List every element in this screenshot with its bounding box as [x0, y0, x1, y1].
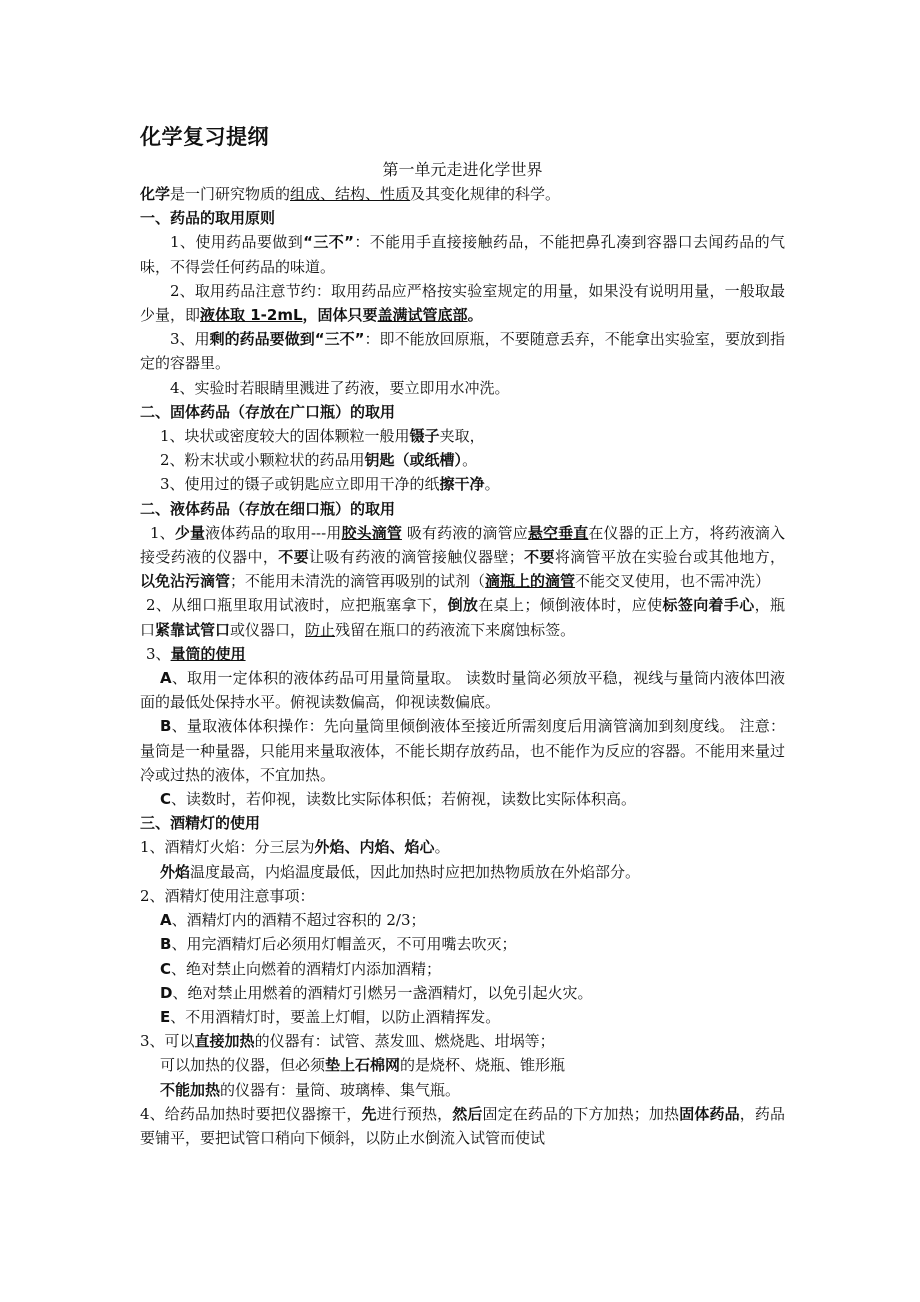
- document-title: 化学复习提纲: [140, 125, 269, 149]
- sec3-rule-2: 2、从细口瓶里取用试液时，应把瓶塞拿下，倒放在桌上；倾倒液体时，应使标签向着手心，瓶口紧靠试管口或仪器口，防止残留在瓶口的药液流下来腐蚀标签。: [140, 596, 785, 639]
- sec2-rule-1: 1、块状或密度较大的固体颗粒一般用镊子夹取，: [160, 427, 485, 446]
- unit-title: 第一单元走进化学世界: [382, 160, 543, 179]
- sec4-rule-4: 4、给药品加热时要把仪器擦干，先进行预热，然后固定在药品的下方加热；加热固体药品，药品要铺平，要把试管口稍向下倾斜，以防止水倒流入试管而使试: [140, 1104, 785, 1147]
- sec2-rule-3: 3、使用过的镊子或钥匙应立即用干净的纸擦干净。: [160, 475, 500, 494]
- sec3-rule-1: 1、少量液体药品的取用---用胶头滴管 吸有药液的滴管应悬空垂直在仪器的正上方，将药液滴入接受药液的仪器中，不要让吸有药液的滴管接触仪器壁；不要将滴管平放在实验台或其他地方，以免沾污滴管；不能用未清洗的滴管再吸别的试剂（滴瓶上的滴管不能交叉使用，也不需冲洗）: [140, 523, 785, 591]
- sec4-rule-3b: 可以加热的仪器，但必须垫上石棉网的是烧杯、烧瓶、锥形瓶: [160, 1056, 566, 1075]
- section-heading-4: 三、酒精灯的使用: [140, 814, 261, 833]
- sec4-rule-1b: 外焰温度最高，内焰温度最低，因此加热时应把加热物质放在外焰部分。: [160, 862, 641, 881]
- sec4-item-d: D、绝对禁止用燃着的酒精灯引燃另一盏酒精灯，以免引起火灾。: [160, 983, 593, 1002]
- sec4-item-b: B、用完酒精灯后必须用灯帽盖灭，不可用嘴去吹灭；: [160, 935, 517, 954]
- sec3-item-a: A、取用一定体积的液体药品可用量筒量取。 读数时量筒必须放平稳，视线与量筒内液体凹液面的最低处保持水平。俯视读数偏高，仰视读数偏底。: [140, 669, 785, 712]
- sec1-rule-1: 1、使用药品要做到“三不”：不能用手直接接触药品，不能把鼻孔凑到容器口去闻药品的气味，不得尝任何药品的味道。: [140, 233, 786, 276]
- sec4-rule-2: 2、酒精灯使用注意事项：: [140, 886, 315, 905]
- sec4-item-a: A、酒精灯内的酒精不超过容积的 2/3；: [160, 911, 426, 930]
- section-heading-2: 二、固体药品（存放在广口瓶）的取用: [140, 402, 396, 421]
- sec4-item-e: E、不用酒精灯时，要盖上灯帽，以防止酒精挥发。: [160, 1007, 501, 1026]
- sec3-item-b: B、量取液体体积操作：先向量筒里倾倒液体至接近所需刻度后用滴管滴加到刻度线。 注意：量筒是一种量器，只能用来量取液体，不能长期存放药品，也不能作为反应的容器。不能用来量过冷或过热的液体，不宜加热。: [140, 717, 786, 784]
- sec1-rule-3: 3、用剩的药品要做到“三不”：即不能放回原瓶，不要随意丢弃，不能拿出实验室，要放到指定的容器里。: [140, 330, 785, 373]
- sec2-rule-2: 2、粉末状或小颗粒状的药品用钥匙（或纸槽）。: [160, 451, 478, 470]
- sec1-rule-4: 4、实验时若眼睛里溅进了药液，要立即用水冲洗。: [170, 378, 510, 397]
- sec4-rule-3: 3、可以直接加热的仪器有：试管、蒸发皿、燃烧匙、坩埚等；: [140, 1032, 555, 1051]
- sec4-item-c: C、绝对禁止向燃着的酒精灯内添加酒精；: [160, 959, 442, 978]
- sec4-rule-3c: 不能加热的仪器有：量筒、玻璃棒、集气瓶。: [160, 1080, 461, 1099]
- sec4-rule-1: 1、酒精灯火焰：分三层为外焰、内焰、焰心。: [140, 838, 450, 857]
- section-heading-1: 一、药品的取用原则: [140, 209, 276, 228]
- intro-underline: 组成、结构、性质: [290, 185, 411, 203]
- sec1-rule-2: 2、取用药品注意节约：取用药品应严格按实验室规定的用量，如果没有说明用量，一般取最少量，即液体取 1-2mL，固体只要盖满试管底部。: [140, 281, 785, 325]
- intro-term: 化学: [140, 185, 171, 203]
- intro-paragraph: 化学是一门研究物质的组成、结构、性质及其变化规律的科学。: [140, 185, 561, 203]
- sec3-rule-3: 3、量筒的使用: [146, 644, 246, 663]
- document-page: [140, 122, 785, 1150]
- section-heading-3: 二、液体药品（存放在细口瓶）的取用: [140, 499, 396, 518]
- sec3-item-c: C、读数时，若仰视，读数比实际体积低；若俯视，读数比实际体积高。: [160, 790, 637, 809]
